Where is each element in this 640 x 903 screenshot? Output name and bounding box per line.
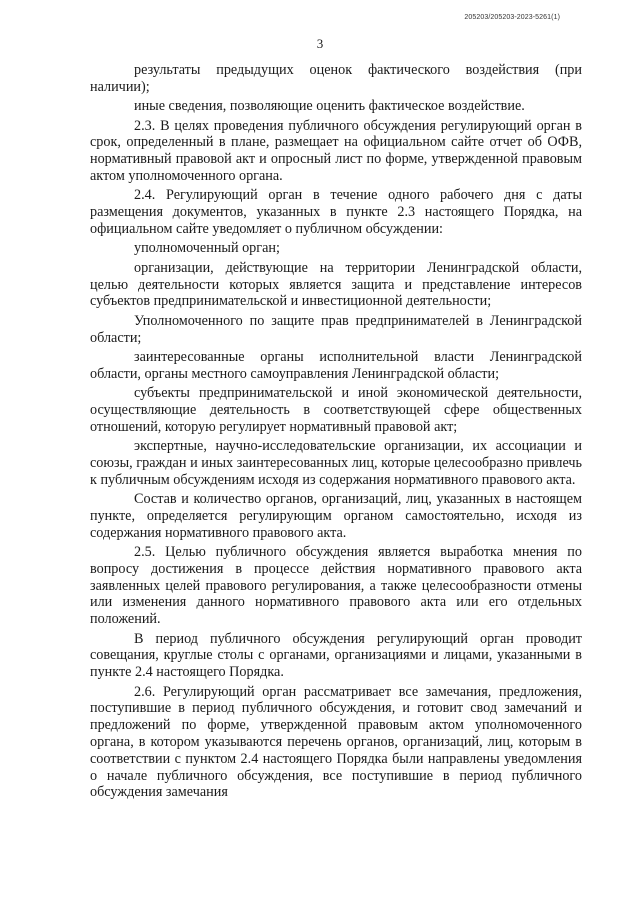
paragraph-prior-assessments: результаты предыдущих оценок фактического воздействия (при наличии); <box>90 62 582 95</box>
page-number: 3 <box>316 36 324 51</box>
paragraph-2-5: 2.5. Целью публичного обсуждения является выработка мнения по вопросу достижения в процессе действия нормативного правового акта заявленных целей правового регулирования, а также целесообразности отмены или изменения данного нормативного правового акта или его отдельных положений. <box>90 544 582 628</box>
paragraph-2-6: 2.6. Регулирующий орган рассматривает все замечания, предложения, поступившие в период публичного обсуждения, и готовит свод замечаний и предложений по форме, утвержденной правовым актом уполномоченного органа, в котором указываются перечень органов, организаций, лиц, которым в соответствии с пунктом 2.4 настоящего Порядка были направлены уведомления о начале публичного обсуждения, все поступившие в период публичного обсуждения замечания <box>90 683 582 801</box>
paragraph-other-info: иные сведения, позволяющие оценить фактическое воздействие. <box>134 98 525 115</box>
list-item-organizations: организации, действующие на территории Ленинградской области, целью деятельности которых является защита и представление интересов субъектов предпринимательской и инвестиционной деятельности; <box>90 259 582 310</box>
list-item-business-entities: субъекты предпринимательской и иной экономической деятельности, осуществляющие деятельность в соответствующей сфере общественных отношений, которую регулирует нормативный правовой акт; <box>90 385 582 435</box>
list-item-government-bodies: заинтересованные органы исполнительной власти Ленинградской области, органы местного самоуправления Ленинградской области; <box>90 348 582 382</box>
document-body <box>90 62 582 804</box>
document-id: 205203/205203-2023-5261(1) <box>464 14 560 21</box>
paragraph-2-3: 2.3. В целях проведения публичного обсуждения регулирующий орган в срок, определенный в плане, размещает на официальном сайте отчет об ОФВ, нормативный правовой акт и опросный лист по форме, утвержденной правовым актом уполномоченного органа. <box>90 117 582 184</box>
paragraph-2-4: 2.4. Регулирующий орган в течение одного рабочего дня с даты размещения документов, указанных в пункте 2.3 настоящего Порядка, на официальном сайте уведомляет о публичном обсуждении: <box>90 187 582 237</box>
paragraph-meetings: В период публичного обсуждения регулирующий орган проводит совещания, круглые столы с органами, организациями и лицами, указанными в пункте 2.4 настоящего Порядка. <box>90 630 582 681</box>
list-item-ombudsman: Уполномоченного по защите прав предпринимателей в Ленинградской области; <box>90 312 582 346</box>
list-item-expert-organizations: экспертные, научно-исследовательские организации, их ассоциации и союзы, граждан и иных заинтересованных лиц, которые целесообразно привлечь к публичным обсуждениям исходя из содержания нормативного правового акта. <box>90 438 582 488</box>
list-item-authorized-body: уполномоченный орган; <box>134 240 280 257</box>
paragraph-composition: Состав и количество органов, организаций, лиц, указанных в настоящем пункте, определяется регулирующим органом самостоятельно, исходя из содержания нормативного правового акта. <box>90 491 582 541</box>
